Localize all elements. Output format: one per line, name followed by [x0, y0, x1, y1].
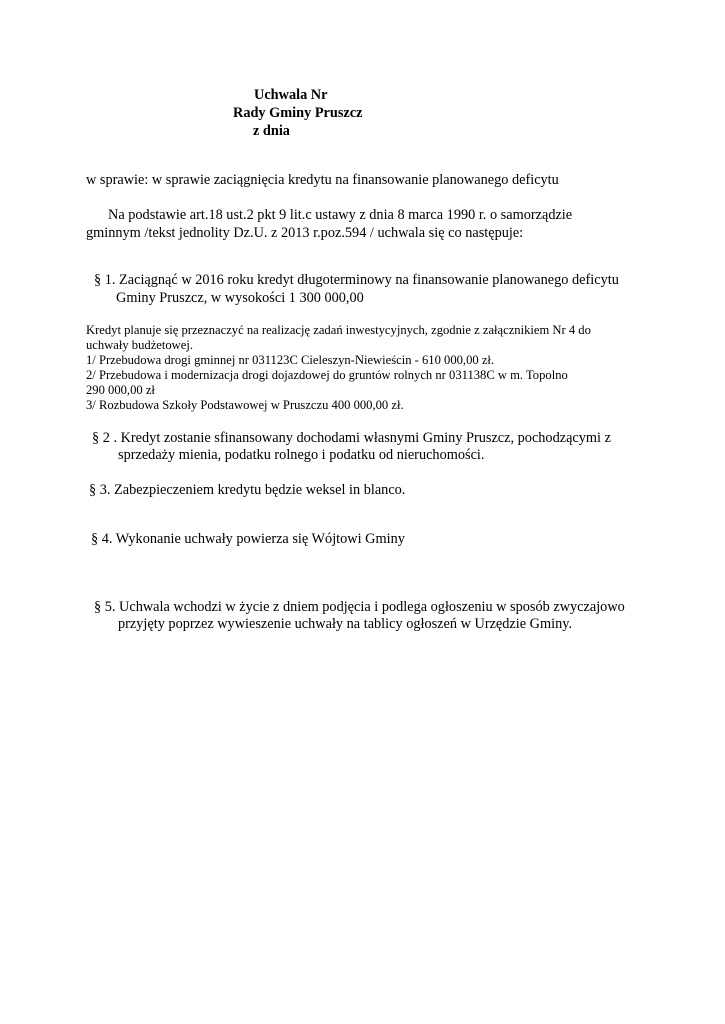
section-5-line-1: § 5. Uchwala wchodzi w życie z dniem podjęcia i podlega ogłoszeniu w sposób zwyczajowo — [94, 599, 625, 615]
details-item-2-amount: 290 000,00 zł — [86, 383, 155, 397]
details-item-2: 2/ Przebudowa i modernizacja drogi dojazdowej do gruntów rolnych nr 031138C w m. Topolno — [86, 368, 568, 382]
legal-basis-line-1: Na podstawie art.18 ust.2 pkt 9 lit.c ustawy z dnia 8 marca 1990 r. o samorządzie — [108, 207, 573, 223]
resolution-title: Uchwala Nr — [254, 87, 328, 103]
section-3-line-1: § 3. Zabezpieczeniem kredytu będzie weksel in blanco. — [89, 482, 406, 498]
section-5-line-2: przyjęty poprzez wywieszenie uchwały na tablicy ogłoszeń w Urzędzie Gminy. — [118, 616, 573, 632]
council-name: Rady Gminy Pruszcz — [233, 105, 363, 121]
resolution-date: z dnia — [253, 123, 290, 139]
details-item-3: 3/ Rozbudowa Szkoły Podstawowej w Pruszczu 400 000,00 zł. — [86, 398, 404, 412]
details-line-2: uchwały budżetowej. — [86, 338, 194, 352]
section-1-line-1: § 1. Zaciągnąć w 2016 roku kredyt długoterminowy na finansowanie planowanego deficytu — [94, 272, 619, 288]
legal-basis-line-2: gminnym /tekst jednolity Dz.U. z 2013 r.poz.594 / uchwala się co następuje: — [86, 225, 524, 241]
details-item-1: 1/ Przebudowa drogi gminnej nr 031123C Cieleszyn-Niewieścin - 610 000,00 zł. — [86, 353, 495, 367]
section-4-line-1: § 4. Wykonanie uchwały powierza się Wójtowi Gminy — [91, 531, 405, 547]
section-2-line-1: § 2 . Kredyt zostanie sfinansowany dochodami własnymi Gminy Pruszcz, pochodzącymi z — [92, 430, 611, 446]
subject-line: w sprawie: w sprawie zaciągnięcia kredytu na finansowanie planowanego deficytu — [86, 172, 559, 188]
section-2-line-2: sprzedaży mienia, podatku rolnego i podatku od nieruchomości. — [118, 447, 485, 463]
details-line-1: Kredyt planuje się przeznaczyć na realizację zadań inwestycyjnych, zgodnie z załącznikiem Nr 4 do — [86, 323, 591, 337]
section-1-line-2: Gminy Pruszcz, w wysokości 1 300 000,00 — [116, 290, 364, 306]
